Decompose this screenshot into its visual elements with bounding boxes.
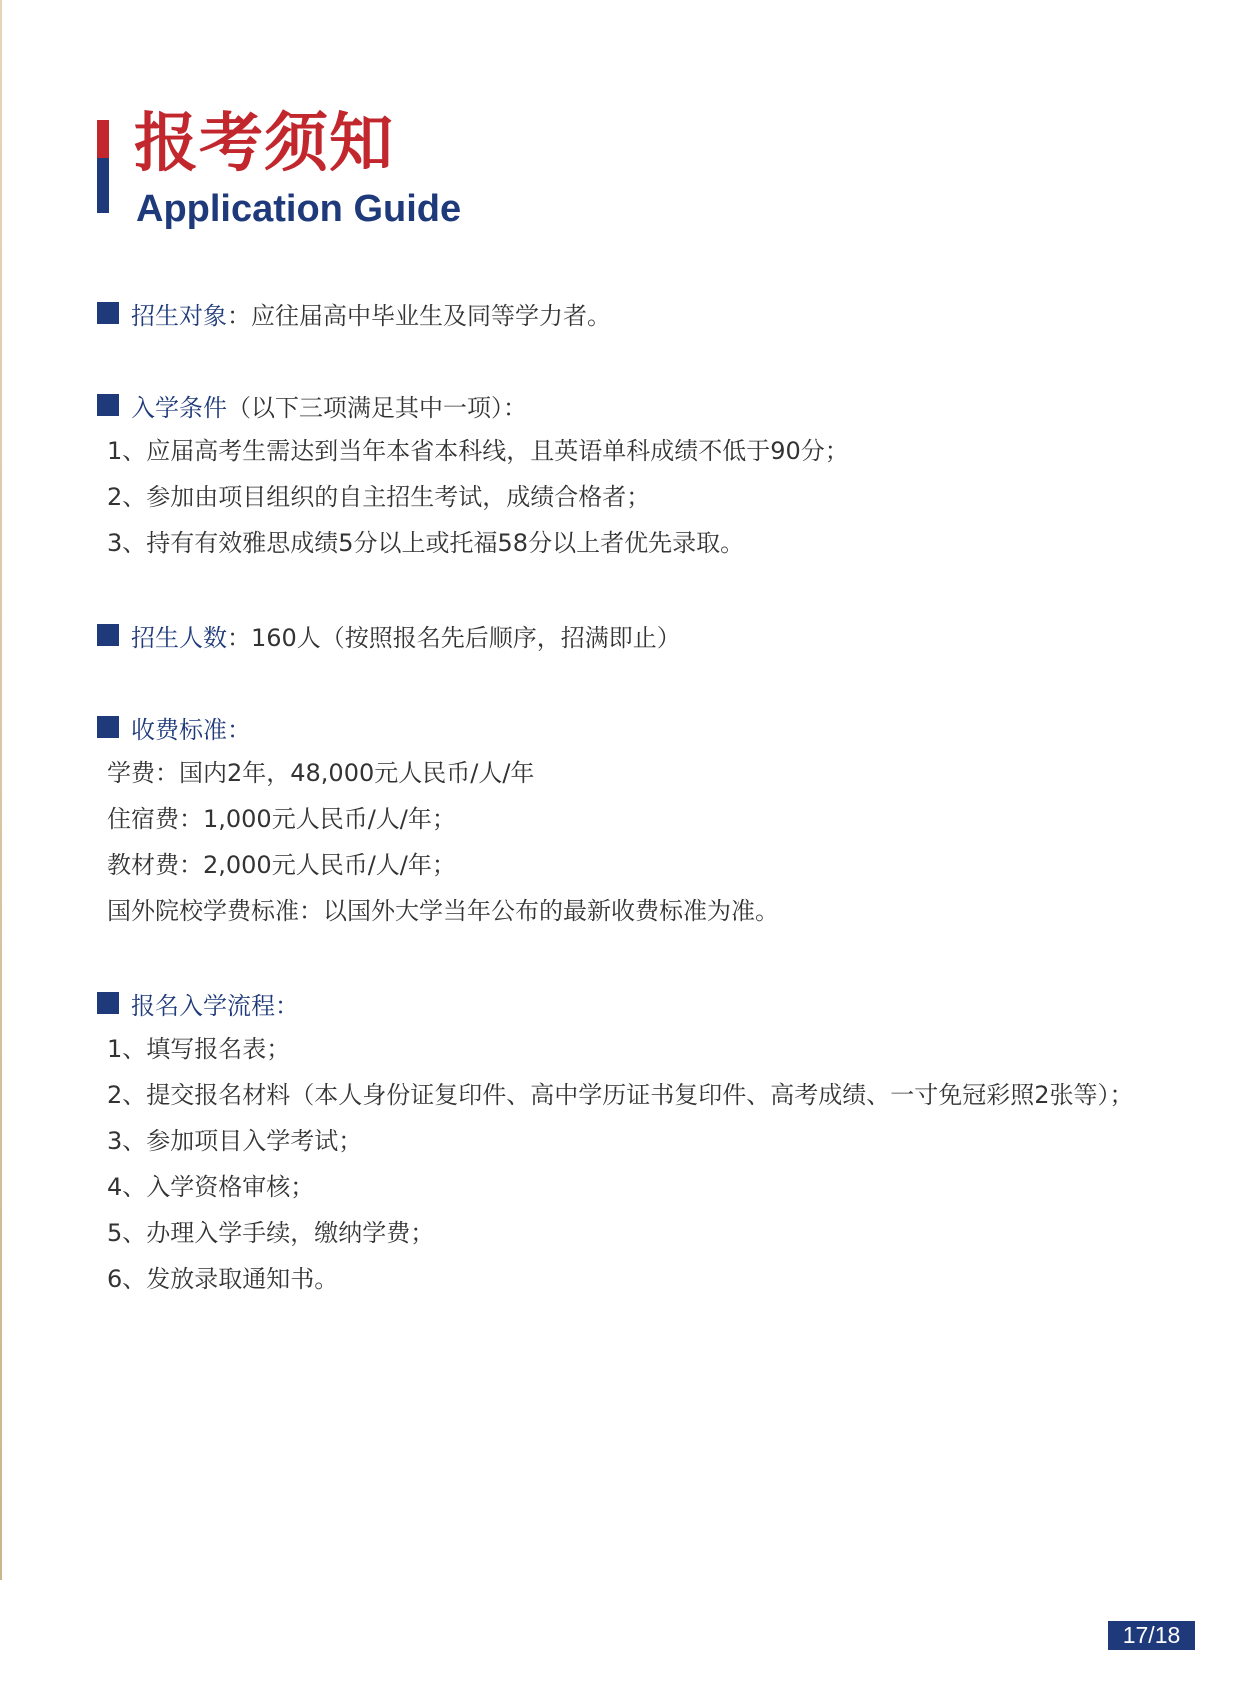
section-title: 招生对象 xyxy=(131,301,227,330)
list-item: 3、参加项目入学考试； xyxy=(107,1127,363,1155)
section-enrollment-quota xyxy=(97,612,1217,658)
section-title: 入学条件 xyxy=(131,393,227,422)
list-item: 5、办理入学手续，缴纳学费； xyxy=(107,1219,435,1247)
list-item: 2、参加由项目组织的自主招生考试，成绩合格者； xyxy=(107,483,651,511)
section-heading xyxy=(97,612,1217,658)
list-item: 4、入学资格审核； xyxy=(107,1173,315,1201)
list-item: 国外院校学费标准：以国外大学当年公布的最新收费标准为准。 xyxy=(107,897,779,925)
section-text: （以下三项满足其中一项）： xyxy=(227,393,527,422)
page-edge-decoration xyxy=(0,0,2,1580)
section-heading xyxy=(97,704,1217,750)
section-heading xyxy=(97,980,1217,1026)
bullet-square-icon xyxy=(97,302,119,324)
section-text: ：应往届高中毕业生及同等学力者。 xyxy=(227,301,611,330)
section-title: 招生人数 xyxy=(131,623,227,652)
bullet-square-icon xyxy=(97,624,119,646)
list-item: 住宿费：1,000元人民币/人/年； xyxy=(107,805,456,833)
list-item: 教材费：2,000元人民币/人/年； xyxy=(107,851,456,879)
section-enrollment-target xyxy=(97,290,1217,336)
list-item: 6、发放录取通知书。 xyxy=(107,1265,339,1293)
section-fee-standard xyxy=(97,704,1217,934)
title-accent-bar-red xyxy=(97,120,109,158)
page-title-english: Application Guide xyxy=(136,188,462,230)
list-item: 1、应届高考生需达到当年本省本科线，且英语单科成绩不低于90分； xyxy=(107,437,849,465)
section-admission-requirements xyxy=(97,382,1217,566)
section-title: 收费标准： xyxy=(131,715,251,744)
title-accent-bar-blue xyxy=(97,158,109,213)
bullet-square-icon xyxy=(97,716,119,738)
bullet-square-icon xyxy=(97,394,119,416)
list-item: 1、填写报名表； xyxy=(107,1035,291,1063)
section-text: ：160人（按照报名先后顺序，招满即止） xyxy=(227,623,681,652)
section-heading xyxy=(97,290,1217,336)
section-heading xyxy=(97,382,1217,428)
list-item: 学费：国内2年，48,000元人民币/人/年 xyxy=(107,759,535,787)
list-item: 3、持有有效雅思成绩5分以上或托福58分以上者优先录取。 xyxy=(107,529,745,557)
page-number: 17/18 xyxy=(1108,1621,1195,1650)
guide-content xyxy=(97,290,1217,1348)
section-application-process xyxy=(97,980,1217,1302)
bullet-square-icon xyxy=(97,992,119,1014)
list-item: 2、提交报名材料（本人身份证复印件、高中学历证书复印件、高考成绩、一寸免冠彩照2张等）； xyxy=(107,1081,1134,1109)
page-title-chinese: 报考须知 xyxy=(134,107,394,181)
section-title: 报名入学流程： xyxy=(131,991,299,1020)
